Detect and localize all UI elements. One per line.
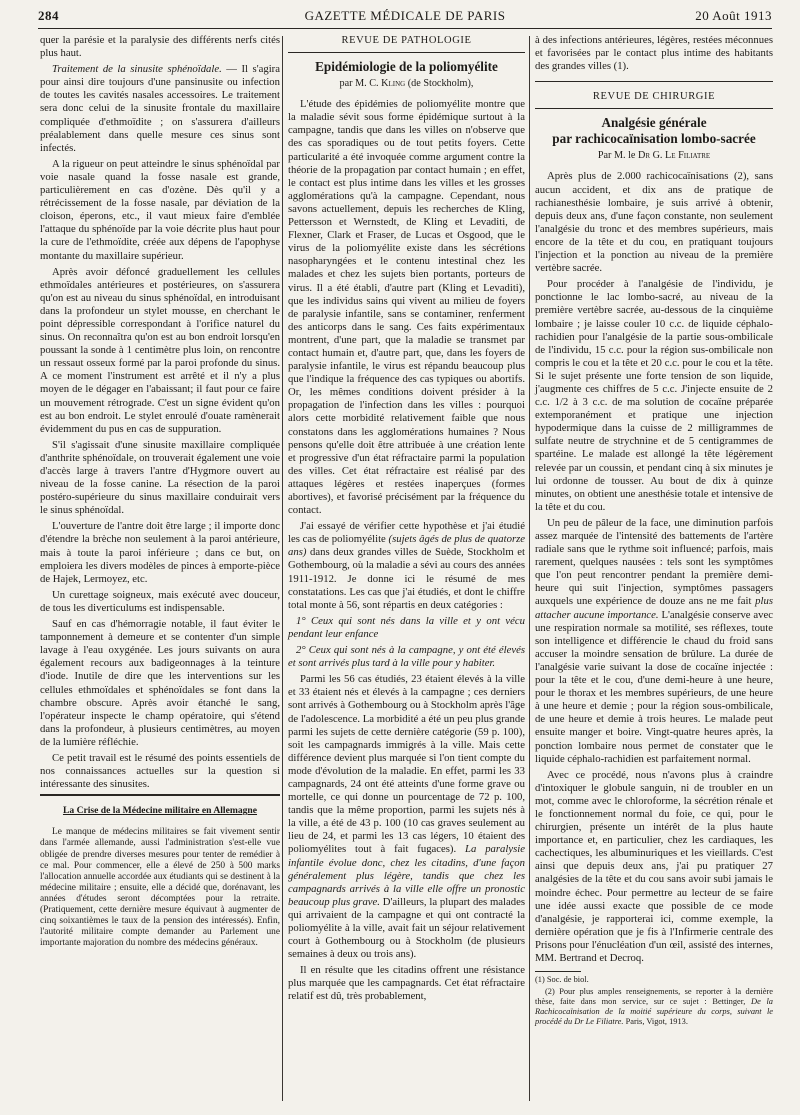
author-name: Dr G. Le Filiatre [638,150,711,162]
author-affiliation: (de Stockholm), [405,78,474,90]
article-author [288,77,525,90]
column-middle [288,34,525,1007]
paragraph: Avec ce procédé, nous n'avons plus à craindre d'intoxiquer le globule sanguin, ni de troubler en un mot, comme avec le chloroforme, la sécrétion rénale et le fonctionnement normal du foie, ce qui, pour le chirurgien, présente un intérêt de la plus haute importance et, en particulier, chez les cardiaques, les cachectiques, les albuminuriques et les vieillards. C'est ainsi que depuis deux ans, j'ai pu pratiquer 27 analgésies de la tête et du cou sans avoir subi jamais le moindre échec. Pour permettre au lecteur de se faire une idée aussi exacte que possible de ce mode d'analgésie, je rapporterai ici, comme exemple, la dernière opération que je fis à l'Infirmerie centrale des Prisons pour l'énucléation d'un œil, assisté des internes, MM. Bertrand et Decroq. [535,768,773,964]
article-title [535,115,773,147]
list-item [288,615,525,641]
footnote-emphasis: De la Rachicocaïnisation de la moitié supérieure du corps, suivant le procédé du Dr Le Filiatre. [535,997,773,1027]
news-paragraph: Le manque de médecins militaires se fait vivement sentir dans l'armée allemande, aussi l'administration s'est-elle vue obligée de prendre diverses mesures pour tenter de remédier à ce mal. Pour commencer, elle a élevé de 250 à 500 marks l'allocation annuelle accordée aux étudiants qui se destinent à la médecine militaire ; ensuite, elle a décidé que, dorénavant, les années d'études seront décomptées pour la retraite. (Pratiquement, cette dernière mesure équivaut à augmenter de cinq soixantièmes le taux de la pension des intéressés). Enfin, l'autorité militaire compte demander au Parlement une importante majoration du nombre des médecins généraux. [40,827,280,949]
article-author [535,149,773,162]
paragraph: à des infections antérieures, légères, restées méconnues et favorisées par le contact plus intime des habitants des grandes villes (1). [535,34,773,73]
list-item-text: 2° Ceux qui sont nés à la campagne, y ont été élevés et sont arrivés plus tard à la ville pour y habiter. [288,644,525,670]
footnote-text: Paris, Vigot, 1913. [623,1017,688,1027]
paragraph: Après plus de 2.000 rachicocaïnisations (2), sans aucun accident, et dix ans de pratique de rachianesthésie lombaire, je suis arrivé à obtenir, depuis deux ans, d'une façon constante, non seulement l'analgésie du tronc et des membres supérieurs, mais encore de la tête et du cou, en pratiquant toujours l'injection et la ponction au niveau de la première vertèbre sacrée. [535,170,773,275]
column-divider [282,36,283,1101]
paragraph: quer la parésie et la paralysie des différents nerfs cités plus haut. [40,34,280,60]
emphasis-text: (sujets âgés de plus de quatorze ans) [288,533,525,559]
author-name: M. C. Kling [355,78,406,90]
column-right [535,34,773,1030]
paragraph: Il en résulte que les citadins offrent une résistance plus marquée que les campagnards. Cet état réfractaire relatif est dû, très probablement, [288,964,525,1003]
paragraph [288,520,525,612]
column-left [40,34,280,952]
paragraph: S'il s'agissait d'une sinusite maxillaire compliquée d'anthrite sphénoïdale, on trouverait également une voie d'accès large à travers l'antre d'Hygmore ouvert au niveau de la fosse canine. La résection de la paroi postéro-supérieure du sinus maxillaire conduirait vers le sinus sphénoïdal. [40,438,280,517]
paragraph: Pour procéder à l'analgésie de l'individu, je ponctionne le lac lombo-sacré, au niveau de la première vertèbre sacrée, au-dessous de la cinquième lombaire ; je laisse couler 10 c.c. de liquide céphalo-rachidien pour l'analgésie de la partie sous-ombilicale de l'individu, 15 c.c. pour la région sus-ombilicale non compris le cou et la tête et 20 c.c. pour le cou et la tête. Si le sujet présente une forte tension de son liquide, j'augmente ces chiffres de 5 c.c. J'injecte ensuite de 2 c.c. 1/2 à 3 c.c. de ma solution de cocaïne préparée extemporanément et pratique une injection hypodermique dans la cuisse de 2 milligrammes de sulfate neutre de strychnine et de 5 centigrammes de spartéine. Le malade est allongé la tête légèrement relevée par un coussin, et pendant cinq à six minutes je lui ordonne de tousser. Au bout de dix à quinze minutes, on obtient une anesthésie totale et intensive de la tête et du cou. [535,278,773,513]
paragraph-heading: Traitement de la sinusite sphénoïdale. [52,63,222,76]
list-item-text: 1° Ceux qui sont nés dans la ville et y ont vécu pendant leur enfance [288,614,525,640]
column-divider [529,36,530,1101]
footnote-divider [535,971,581,972]
paragraph-text: L'analgésie conserve avec une respiration normale sa motilité, ses réflexes, toute son intelligence et différencie le chaud du froid sans accuser la moindre sensation de brûlure. La durée de l'analgésie varie suivant la dose de cocaïne injectée : pour la tête et le cou, d'une demi-heure à une heure, pour le thorax et les membres supérieurs, de une heure à une heure et demie ; pour la région sous-ombilicale, de une heure et demie à trois heures. Le malade peut ensuite manger et boire. Vingt-quatre heures après, la ponction lombaire nous permet de constater que le liquide céphalo-rachidien est parfaitement normal. [535,608,773,765]
paragraph: L'étude des épidémies de poliomyélite montre que la maladie sévit sous forme épidémique surtout à la campagne, tandis que dans les villes on n'observe que des cas sporadiques ou de tout petits foyers. Cette particularité a été invoquée comme argument contre la théorie de la propagation par contact humain ; en effet, le contact est plus intime dans les villes et les grosses agglomérations qu'à la campagne. Cependant, nous savons actuellement, depuis les recherches de Kling, Pettersson et Wernstedt, de Kling et Levaditi, de Flexner, Clark et Fraser, de Lucas et Osgood, que le virus de la poliomyélite existe dans les sécrétions nasopharyngées et le contenu intestinal chez les malades et chez les sujets bien portants, porteurs de virus. Il a été établi, d'autre part (Kling et Levaditi), que les individus sains qui vivent au milieu de foyers de paralysie infantile, sans se contaminer, renferment des anticorps dans le sang. Ces faits expérimentaux montrent, d'une part, que la maladie se transmet par contact humain et, d'autre part, que, dans les foyers de paralysie infantile, le virus est répandu beaucoup plus que l'indique la fréquence des cas typiques ou abortifs. Or, les mêmes conditions doivent présider à la propagation de l'infection dans les villes : pourquoi alors cette morbidité relativement faible que nous constatons dans les agglomérations humaines ? Nous pensons qu'elle doit être attribuée à une création lente et progressive d'un état réfractaire parmi la population des villes. Cet état réfractaire est réalisé par des attaques légères et restées inaperçues (formes abortives), et favorisé précisément par la fréquence du contact. [288,98,525,517]
author-prefix: Par M. le [597,150,638,162]
paragraph: Un curettage soigneux, mais exécuté avec douceur, de tous les diverticulums est indispensable. [40,588,280,614]
page-header [38,6,772,29]
issue-date: 20 Août 1913 [695,8,772,23]
footnote [535,987,773,1027]
paragraph-text: Un peu de pâleur de la face, une diminution parfois assez marquée de l'intensité des battements de l'artère radiale sans que le rythme soit influencé; parfois, mais rarement, quelques nausées : tels sont les symptômes que l'on peut rencontrer pendant la première demi-heure qui suit l'injection, symptômes passagers auxquels une expérience de douze ans ne me fait [535,516,773,608]
paragraph: Sauf en cas d'hémorragie notable, il faut éviter le tamponnement à demeure et se contenter d'un simple lavage à l'eau oxygénée. Les jours suivants on aura également recours aux badigeonnages à la teinture d'iode. Inutile de dire que les interventions sur les cellules ethmoïdales et sphénoïdales se font dans la chambre obscure. Après avoir étanché le sang, l'opérateur inspecte le champ opératoire, qui s'étend dans la profondeur, à plusieurs centimètres, au moyen de la lumière réfléchie. [40,618,280,748]
paragraph: Après avoir défoncé graduellement les cellules ethmoïdales antérieures et postérieures, on s'assurera qu'on est au niveau du sinus sphénoïdal, en introduisant dans la profondeur un stylet mousse, en cherchant le point dépressible correspondant à l'orifice naturel du sinus. On reconnaîtra qu'on est au bon endroit lorsqu'en poussant la sonde à 1 centimètre plus loin, on rencontre un ressaut osseux formé par la paroi profonde du sinus. A ce moment l'instrument est arrêté et il n'y a plus moyen de le dégager en l'abaissant; il faut pour ce faire un mouvement rétrograde. C'est un signe évident qu'on est au bon endroit. Le stylet enroulé d'ouate ramènerait évidemment du pus en cas de suppuration. [40,265,280,435]
paragraph [40,63,280,155]
paragraph [288,673,525,961]
paragraph: Ce petit travail est le résumé des points essentiels de nos connaissances actuelles sur la question si intéressante des sinusites. [40,751,280,791]
paragraph-text: — Il s'agira pour ainsi dire toujours d'une pansinusite ou infection de toutes les cavités nasales accessoires. Le traitement sera donc celui de la sinusite frontale du maxillaire compliquée d'ethmoïdite ; on s'assurera d'ailleurs préalablement dans quelle mesure ces sinus sont infectés. [40,63,280,154]
category-list [288,615,525,670]
paragraph-text: J'ai essayé de vérifier cette hypothèse et j'ai étudié les cas de poliomyélite [288,520,525,546]
footnote: (1) Soc. de biol. [535,975,589,985]
author-prefix: par [339,78,356,90]
paragraph-text: D'ailleurs, la plupart des malades qui arrivaient de la campagne et qui ont contracté la poliomyélite à la ville, avait fait un séjour relativement court à Gothembourg ou à Stockholm (de plusieurs semaines à deux ou trois ans). [288,895,526,961]
article-title-line: par rachicocaïnisation lombo-sacrée [552,131,756,147]
paragraph [535,517,773,766]
paragraph: L'ouverture de l'antre doit être large ; il importe donc d'étendre la brèche non seulement à la paroi antérieure, mais à toute la paroi inférieure ; dans ce but, on emploiera les divers modèles de pinces à emporte-pièce de Hajek, Lermoyez, etc. [40,520,280,585]
footnote-text: (2) Pour plus amples renseignements, se reporter à la dernière thèse, faite dans mon service, sur ce sujet : Bettinger, [535,987,773,1007]
section-heading: REVUE DE CHIRURGIE [535,81,773,109]
paragraph-text: Parmi les 56 cas étudiés, 23 étaient élevés à la ville et 33 étaient nés et élevés à la campagne ; ces derniers sont arrivés à Gothembourg ou à Stockholm après l'âge de l'adolescence. La morbidité a été un peu plus grande parmi les sujets de cette dernière catégorie (59 p. 100), soit les campagnards immigrés à la ville. Mais cette différence devient plus marquée si l'on tient compte du mode d'évolution de la maladie. En effet, parmi les 33 campagnards, 24 ont été atteints d'une forme grave ou mortelle, ce qui donne un pourcentage de 72 p. 100, tandis que la même proportion, parmi les sujets nés à la ville, a été de 43 p. 100 (10 cas graves seulement au lieu de 24, et parmi les 13 cas légers, 10 étaient des poliomyélites tout à fait fugaces). [288,673,525,856]
news-headline: La Crise de la Médecine militaire en Allemagne [40,794,280,821]
paragraph: A la rigueur on peut atteindre le sinus sphénoïdal par voie nasale quand la fosse nasale est grande, particulièrement en cas d'ozène. Dès qu'il y a rétrécissement de la fosse nasale, par déviation de la cloison, éperons, etc., il vaut mieux faire d'emblée l'attaque du sphénoïde par la voie décrite plus haut pour la cure de l'ethmoïdite, créée aux dépens de l'apophyse montante du maxillaire supérieur. [40,157,280,262]
article-title: Epidémiologie de la poliomyélite [315,59,498,75]
page-number: 284 [38,8,59,23]
emphasis-text: La paralysie infantile évolue donc, chez les citadins, d'une façon généralement plus légère, tandis que chez les campagnards arrivés à la ville elle offre un pronostic beaucoup plus grave. [288,843,525,908]
emphasis-text: plus attacher aucune importance. [535,595,773,621]
list-item [288,644,525,670]
article-title-line: Analgésie générale [601,115,707,131]
journal-title: GAZETTE MÉDICALE DE PARIS [304,8,506,23]
section-heading: REVUE DE PATHOLOGIE [288,34,525,53]
paragraph-text: dans deux grandes villes de Suède, Stockholm et Gothembourg, où la maladie a sévi au cours des années 1911-1912. Je donne ici le résumé de mes constatations. Les cas que j'ai étudiés, et dont le chiffre total monte à 56, sont répartis en deux catégories : [288,546,525,611]
